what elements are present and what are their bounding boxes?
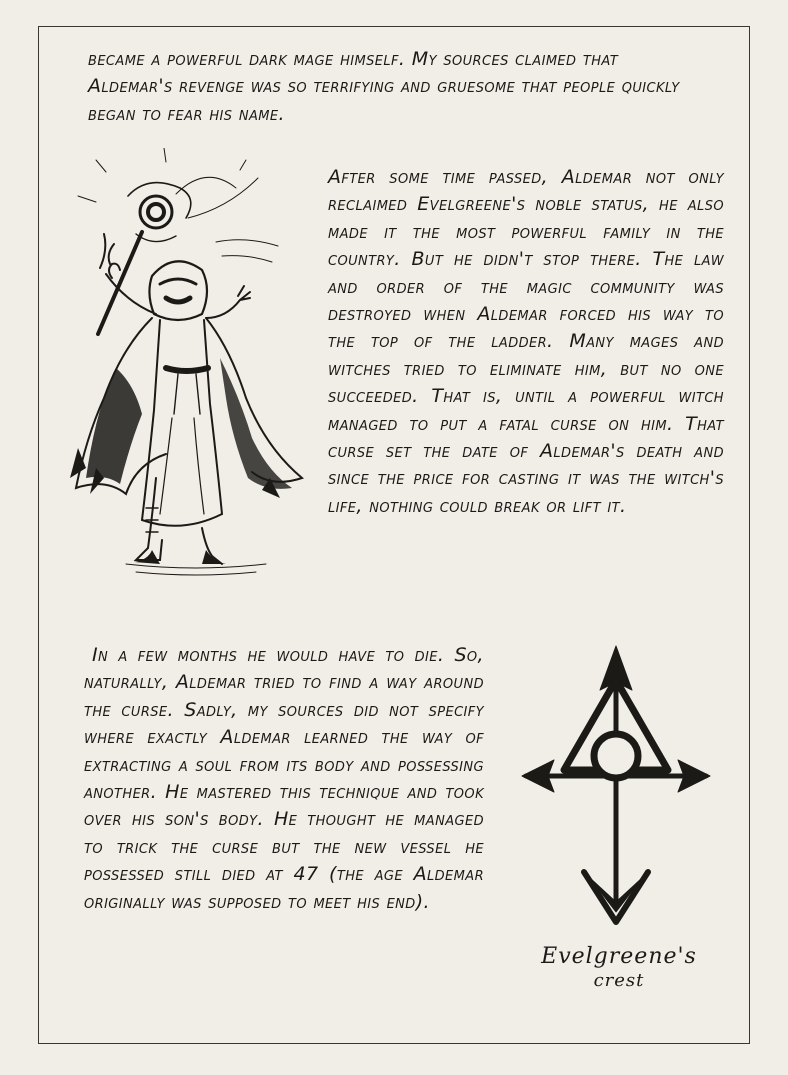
hooded-mage-illustration <box>56 148 306 578</box>
paragraph-aldemar-rise: After some time passed, Aldemar not only reclaimed Evelgreene's noble status, he also made it the most powerful family in the country. But he didn't stop there. The law and order of the magic community was destroyed when Aldemar forced his way to the top of the ladder. Many mages and witches tried to eliminate him, but no one succeeded. That is, until a powerful witch managed to put a fatal curse on him. That curse set the date of Aldemar's death and since the price for casting it was the witch's life, nothing could break or lift it. <box>328 166 724 517</box>
paragraph-curse: In a few months he would have to die. So, naturally, Aldemar tried to find a way around the curse. Sadly, my sources did not specify where exactly Aldemar learned the way of extracting a soul from its body and possessing another. He mastered this technique and took over his son's body. He thought he managed to trick the curse but the new vessel he possessed still died at 47 (the age Aldemar originally was supposed to meet his end). <box>84 644 484 913</box>
crest-caption-line1: Evelgreene's <box>541 944 697 969</box>
evelgreene-crest-icon <box>518 640 714 932</box>
crest-caption <box>536 944 702 992</box>
crest-caption-line2: crest <box>593 970 645 991</box>
paragraph-intro: became a powerful dark mage himself. My sources claimed that Aldemar's revenge was so terrifying and gruesome that people quickly began to fear his name. <box>88 48 680 125</box>
